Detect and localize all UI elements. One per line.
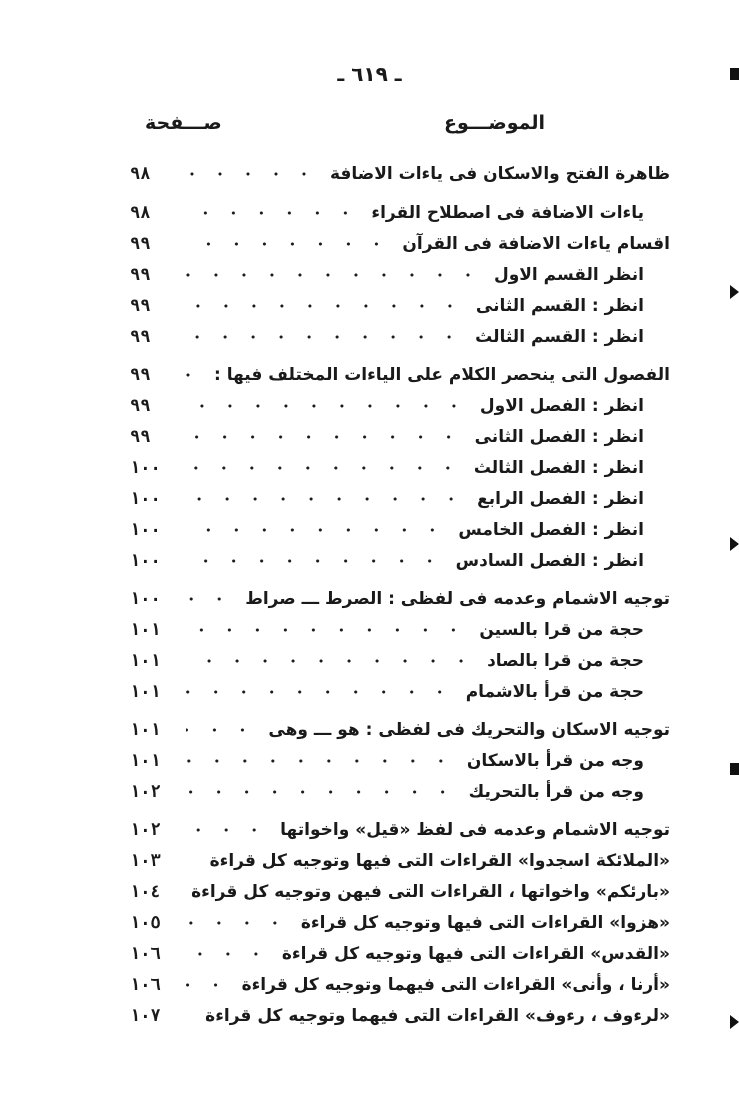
toc-entry xyxy=(130,485,644,513)
entry-title: «هزوا» القراءات التى فيها وتوجيه كل قراءة xyxy=(300,913,670,933)
toc-entry xyxy=(130,516,644,544)
toc-entry xyxy=(130,392,644,420)
dot-leader xyxy=(186,208,359,218)
entry-page: ١٠٦ xyxy=(130,975,161,995)
entry-page: ١٠٣ xyxy=(130,851,161,871)
dot-leader xyxy=(186,370,202,380)
entry-page: ١٠١ xyxy=(130,682,161,702)
entry-title: انظر : الفصل الثانى xyxy=(474,427,644,447)
entry-page: ٩٩ xyxy=(130,265,151,285)
dot-leader xyxy=(186,856,198,866)
dot-leader xyxy=(186,825,268,835)
entry-title: انظر : الفصل الثالث xyxy=(473,458,644,478)
toc-entry xyxy=(130,423,644,451)
toc-entry xyxy=(130,647,644,675)
dot-leader xyxy=(186,494,465,504)
toc-entry xyxy=(130,160,670,188)
entry-title: ظاهرة الفتح والاسكان فى ياءات الاضافة xyxy=(329,164,670,184)
toc-entry xyxy=(130,816,670,844)
toc-entry xyxy=(130,261,644,289)
entry-title: حجة من قرا بالسين xyxy=(479,620,644,640)
entry-page: ٩٩ xyxy=(130,365,151,385)
entry-title: توجيه الاشمام وعدمه فى لفظى : الصرط ـــ صراط xyxy=(245,589,670,609)
toc-entry xyxy=(130,1002,670,1030)
toc-entry xyxy=(130,616,644,644)
entry-title: حجة من قرا بالصاد xyxy=(487,651,644,671)
toc-entry xyxy=(130,585,670,613)
dot-leader xyxy=(186,625,467,635)
entry-title: انظر : الفصل الاول xyxy=(479,396,644,416)
entry-page: ١٠٢ xyxy=(130,782,161,802)
dot-leader xyxy=(186,949,270,959)
toc-entry xyxy=(130,678,644,706)
entry-page: ١٠٦ xyxy=(130,944,161,964)
entry-page: ١٠١ xyxy=(130,620,161,640)
entry-page: ١٠١ xyxy=(130,751,161,771)
entry-page: ١٠٠ xyxy=(130,589,161,609)
toc-entry xyxy=(130,940,670,968)
entry-title: وجه من قرأ بالتحريك xyxy=(468,782,644,802)
dot-leader xyxy=(186,1011,193,1021)
entry-page: ١٠٧ xyxy=(130,1006,161,1026)
dot-leader xyxy=(186,756,455,766)
dot-leader xyxy=(186,980,230,990)
scan-edge-mark xyxy=(730,68,739,80)
entry-page: ١٠٠ xyxy=(130,551,161,571)
entry-page: ١٠١ xyxy=(130,720,161,740)
toc-entry xyxy=(130,971,670,999)
entry-title: انظر : الفصل السادس xyxy=(455,551,644,571)
entry-title: «لرءوف ، رءوف» القراءات التى فيهما وتوجيه كل قراءة xyxy=(205,1006,670,1026)
entry-page: ٩٩ xyxy=(130,427,151,447)
dot-leader xyxy=(186,594,233,604)
entry-page: ٩٨ xyxy=(130,203,151,223)
scan-edge-mark xyxy=(730,1015,739,1029)
entry-title: «أرنا ، وأنى» القراءات التى فيهما وتوجيه كل قراءة xyxy=(241,975,670,995)
entry-page: ١٠٤ xyxy=(130,882,161,902)
dot-leader xyxy=(186,401,468,411)
dot-leader xyxy=(186,656,475,666)
scan-edge-mark xyxy=(730,537,739,551)
entry-title: اقسام ياءات الاضافة فى القرآن xyxy=(402,234,670,254)
toc-entry xyxy=(130,230,670,258)
toc-entry xyxy=(130,909,670,937)
scan-edge-mark xyxy=(730,763,739,775)
toc-entry xyxy=(130,747,644,775)
entry-title: توجيه الاسكان والتحريك فى لفظى : هو ـــ وهى xyxy=(268,720,670,740)
entry-title: انظر : القسم الثالث xyxy=(475,327,644,347)
subject-column-heading: الموضـــوع xyxy=(443,112,545,134)
entry-page: ١٠٢ xyxy=(130,820,161,840)
dot-leader xyxy=(186,725,256,735)
toc-entry xyxy=(130,547,644,575)
entry-title: ياءات الاضافة فى اصطلاح القراء xyxy=(371,203,644,223)
dot-leader xyxy=(186,169,318,179)
toc-entry xyxy=(130,716,670,744)
toc-entry xyxy=(130,199,644,227)
entry-title: وجه من قرأ بالاسكان xyxy=(466,751,644,771)
entry-page: ١٠٥ xyxy=(130,913,161,933)
toc-entry xyxy=(130,361,670,389)
entry-page: ٩٩ xyxy=(130,396,151,416)
dot-leader xyxy=(186,918,289,928)
toc-entry xyxy=(130,292,644,320)
entry-title: الفصول التى ينحصر الكلام على الياءات المختلف فيها : xyxy=(213,365,670,385)
dot-leader xyxy=(186,270,482,280)
entry-title: «القدس» القراءات التى فيها وتوجيه كل قراءة xyxy=(281,944,670,964)
entry-title: انظر : القسم الثانى xyxy=(475,296,644,316)
entry-page: ٩٩ xyxy=(130,234,151,254)
toc-entry xyxy=(130,778,644,806)
dot-leader xyxy=(186,556,444,566)
toc-entry xyxy=(130,847,670,875)
scan-edge-mark xyxy=(730,285,739,299)
dot-leader xyxy=(186,525,446,535)
dot-leader xyxy=(186,301,464,311)
dot-leader xyxy=(186,239,390,249)
dot-leader xyxy=(186,687,454,697)
entry-title: انظر القسم الاول xyxy=(493,265,644,285)
entry-page: ٩٩ xyxy=(130,327,151,347)
toc-entry xyxy=(130,454,644,482)
entry-page: ١٠٠ xyxy=(130,520,161,540)
dot-leader xyxy=(186,332,463,342)
entry-title: انظر : الفصل الرابع xyxy=(477,489,644,509)
entry-page: ١٠٠ xyxy=(130,458,161,478)
toc-entry xyxy=(130,878,670,906)
entry-page: ١٠٠ xyxy=(130,489,161,509)
entry-title: توجيه الاشمام وعدمه فى لفظ «قيل» واخواتها xyxy=(280,820,670,840)
entry-page: ٩٨ xyxy=(130,164,151,184)
entry-title: «بارئكم» واخواتها ، القراءات التى فيهن وتوجيه كل قراءة xyxy=(191,882,670,902)
entry-page: ١٠١ xyxy=(130,651,161,671)
page-column-heading: صـــفحة xyxy=(145,112,222,134)
dot-leader xyxy=(186,787,457,797)
dot-leader xyxy=(186,463,462,473)
dot-leader xyxy=(186,432,463,442)
entry-title: «الملائكة اسجدوا» القراءات التى فيها وتوجيه كل قراءة xyxy=(209,851,670,871)
toc-entry xyxy=(130,323,644,351)
entry-page: ٩٩ xyxy=(130,296,151,316)
page-number: ـ ٦١٩ ـ xyxy=(337,62,402,86)
entry-title: حجة من قرأ بالاشمام xyxy=(465,682,644,702)
entry-title: انظر : الفصل الخامس xyxy=(458,520,644,540)
